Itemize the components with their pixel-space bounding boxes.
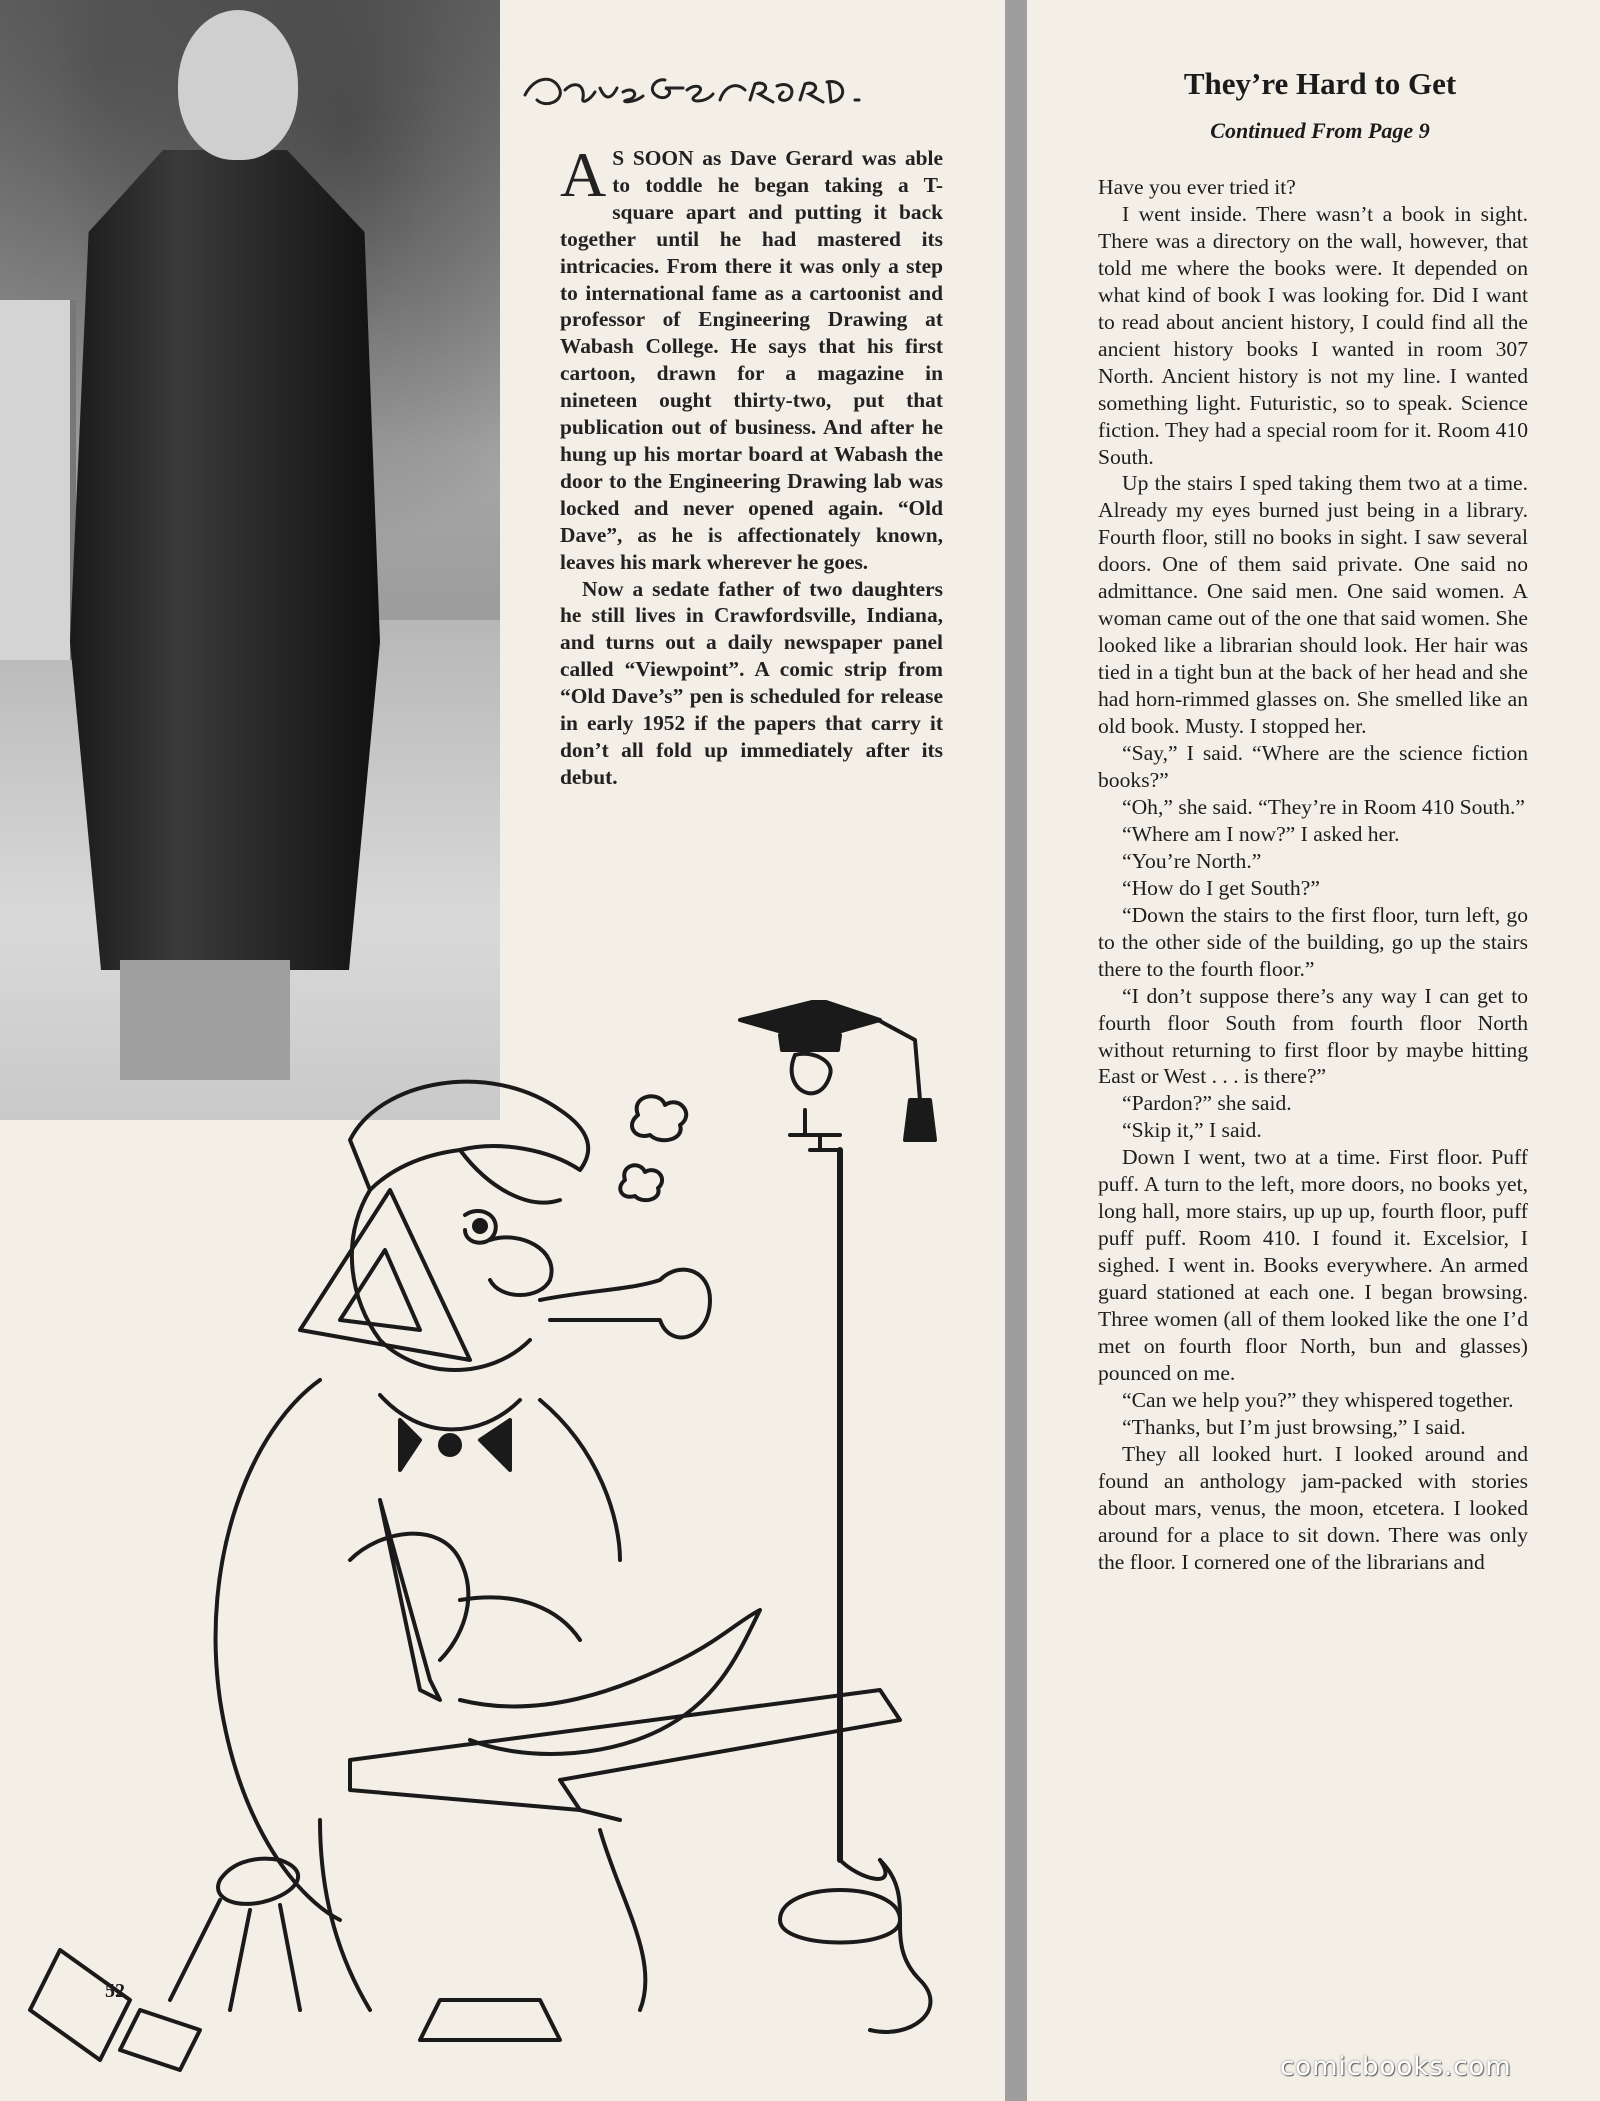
- smoke-puff-icon: [620, 1165, 662, 1200]
- article-paragraph: “Say,” I said. “Where are the science fiction books?”: [1098, 741, 1528, 792]
- paper-icon: [120, 2010, 200, 2070]
- article-paragraph: “Pardon?” she said.: [1122, 1091, 1292, 1116]
- drop-cap: A: [560, 139, 607, 210]
- author-bio: [560, 139, 943, 791]
- article-paragraph: “You’re North.”: [1122, 848, 1262, 873]
- page-number: 52: [105, 1980, 125, 2002]
- paper-icon: [30, 1950, 130, 2060]
- cartoon-illustration: [20, 1000, 1010, 2080]
- triangle-ruler-icon: [300, 1190, 470, 1360]
- photo-head: [178, 10, 298, 160]
- article-body: [1098, 174, 1528, 1576]
- article-paragraph: “I don’t suppose there’s any way I can get to fourth floor South from fourth floor North without returning to first floor by maybe hitting East or West . . . is there?”: [1098, 983, 1528, 1089]
- article-paragraph: “Where am I now?” I asked her.: [1122, 821, 1400, 846]
- photo-building: [0, 300, 76, 660]
- bio-paragraph: Now a sedate father of two daughters he still lives in Crawfordsville, Indiana, and turns out a daily newspaper panel called “Viewpoint”. A comic strip from “Old Dave’s” pen is scheduled for release in early 1952 if the papers that carry it don’t all fold up immediately after its debut.: [560, 576, 943, 789]
- lamp-icon: [740, 1000, 935, 1943]
- article-title: They’re Hard to Get: [1183, 66, 1457, 101]
- author-photo: [0, 0, 500, 1120]
- article-paragraph: “Thanks, but I’m just browsing,” I said.: [1122, 1414, 1466, 1439]
- signature-image: [515, 60, 995, 120]
- article-paragraph: I went inside. There wasn’t a book in sight. There was a directory on the wall, however, that told me where the books were. It depended on what kind of book I was looking for. Did I want to read about ancient history, I could find all the ancient history books I wanted in room 307 North. Ancient history is not my line. I wanted something light. Futuristic, so to speak. Science fiction. They had a special room for it. Room 410 South.: [1098, 201, 1528, 469]
- pipe-icon: [540, 1270, 710, 1338]
- article-paragraph: “Oh,” she said. “They’re in Room 410 South.”: [1122, 794, 1525, 819]
- article-paragraph: “How do I get South?”: [1122, 875, 1320, 900]
- article-paragraph: “Skip it,” I said.: [1122, 1118, 1262, 1143]
- photo-graduation-gown: [70, 150, 380, 970]
- article-paragraph: They all looked hurt. I looked around and found an anthology jam-packed with stories about mars, venus, the moon, etcetera. I looked around for a place to sit down. There was only the floor. I cornered one of the librarians and: [1098, 1441, 1528, 1574]
- article-paragraph: “Can we help you?” they whispered together.: [1122, 1387, 1514, 1412]
- smoke-puff-icon: [632, 1096, 686, 1140]
- article-paragraph: “Down the stairs to the first floor, turn left, go to the other side of the building, go up the stairs there to the fourth floor.”: [1098, 902, 1528, 981]
- watermark: comicbooks.com: [1280, 2052, 1512, 2082]
- article-paragraph: Have you ever tried it?: [1098, 175, 1296, 199]
- article-continuation: Continued From Page 9: [1210, 118, 1430, 143]
- bio-paragraph: A S SOON as Dave Gerard was able to toddle he began taking a T-square apart and putting it back together until he had mastered its intricacies. From there it was only a step to international fame as a cartoonist and professor of Engineering Drawing at Wabash College. He says that his first cartoon, drawn for a magazine in nineteen ought thirty-two, put that publication out of business. And after he hung up his mortar board at Wabash the door to the Engineering Drawing lab was locked and never opened again. “Old Dave”, as he is affectionately known, leaves his mark wherever he goes.: [560, 139, 943, 574]
- article-paragraph: Down I went, two at a time. First floor. Puff puff. A turn to the left, more doors, no books yet, long hall, more stairs, up up up, fourth floor, puff puff puff. Room 410. I found it. Excelsior, I sighed. I went in. Books everywhere. An armed guard stationed at each one. I began browsing. Three women (all of them looked like the one I’d met on fourth floor North, bun and glasses) pounced on me.: [1098, 1145, 1528, 1385]
- article-paragraph: Up the stairs I sped taking them two at a time. Already my eyes burned just being in a library. Fourth floor, still no books in sight. I saw several doors. One of them said private. One said no admittance. One said men. One said women. A woman came out of the one that said women. She looked like a librarian should look. Her hair was tied in a tight bun at the back of her head and she had horn-rimmed glasses on. She smelled like an old book. Musty. I stopped her.: [1098, 471, 1528, 739]
